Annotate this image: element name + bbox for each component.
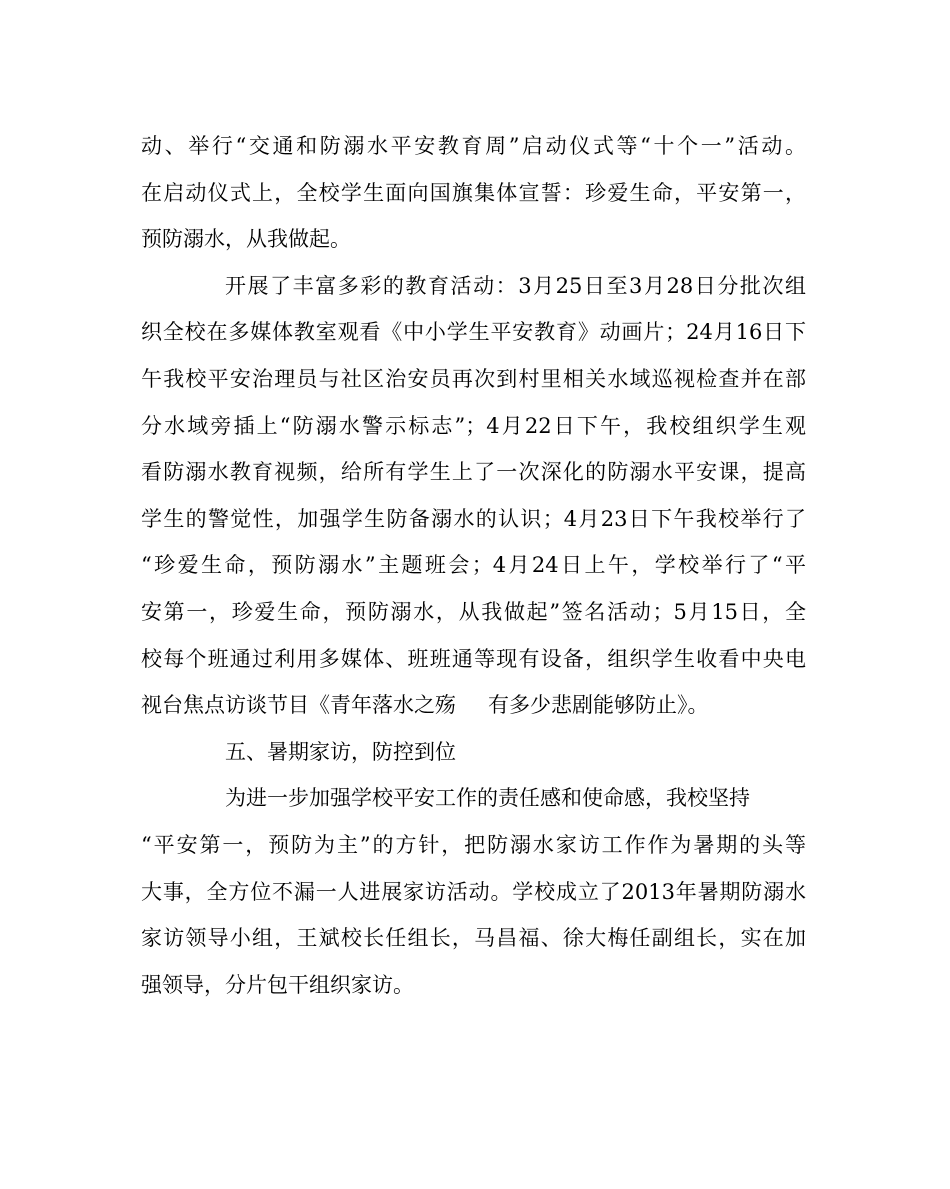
text-line: 家访领导小组，王斌校长任组长，马昌福、徐大梅任副组长，实在加	[141, 926, 806, 951]
text-line: 强领导，分片包干组织家访。	[141, 972, 414, 997]
text-line: 午我校平安治理员与社区治安员再次到村里相关水域巡视检查并在部	[141, 366, 806, 391]
text-segment: 有多少悲剧能够防止》。	[488, 693, 709, 718]
paragraph-first-line: 开展了丰富多彩的教育活动：3月25日至3月28日分批次组	[225, 273, 806, 298]
text-line: 动、举行“交通和防溺水平安教育周”启动仪式等“十个一”活动。	[141, 134, 806, 158]
text-line: 大事，全方位不漏一人进展家访活动。学校成立了2013年暑期防溺水	[141, 879, 806, 904]
text-segment: 视台焦点访谈节目《青年落水之殇	[141, 693, 456, 718]
text-line: “平安第一，预防为主”的方针，把防溺水家访工作作为暑期的头等	[141, 832, 806, 857]
text-line: 安第一，珍爱生命，预防溺水，从我做起”签名活动；5月15日，全	[141, 599, 806, 624]
text-line: 在启动仪式上，全校学生面向国旗集体宣誓：珍爱生命，平安第一，	[141, 180, 806, 205]
paragraph-first-line: 为进一步加强学校平安工作的责任感和使命感，我校坚持	[225, 786, 750, 811]
text-line: 看防溺水教育视频，给所有学生上了一次深化的防溺水平安课，提高	[141, 460, 806, 485]
text-line: “珍爱生命，预防溺水”主题班会；4月24日上午，学校举行了“平	[141, 553, 806, 578]
document-body	[141, 123, 806, 1008]
text-line: 校每个班通过利用多媒体、班班通等现有设备，组织学生收看中央电	[141, 646, 806, 671]
section-heading: 五、暑期家访，防控到位	[225, 739, 456, 764]
text-line: 分水域旁插上“防溺水警示标志”；4月22日下午，我校组织学生观	[141, 413, 806, 438]
text-line	[141, 682, 806, 729]
text-line: 学生的警觉性，加强学生防备溺水的认识；4月23日下午我校举行了	[141, 506, 806, 531]
text-line: 预防溺水，从我做起。	[141, 227, 351, 252]
text-line: 织全校在多媒体教室观看《中小学生平安教育》动画片；24月16日下	[141, 320, 806, 345]
